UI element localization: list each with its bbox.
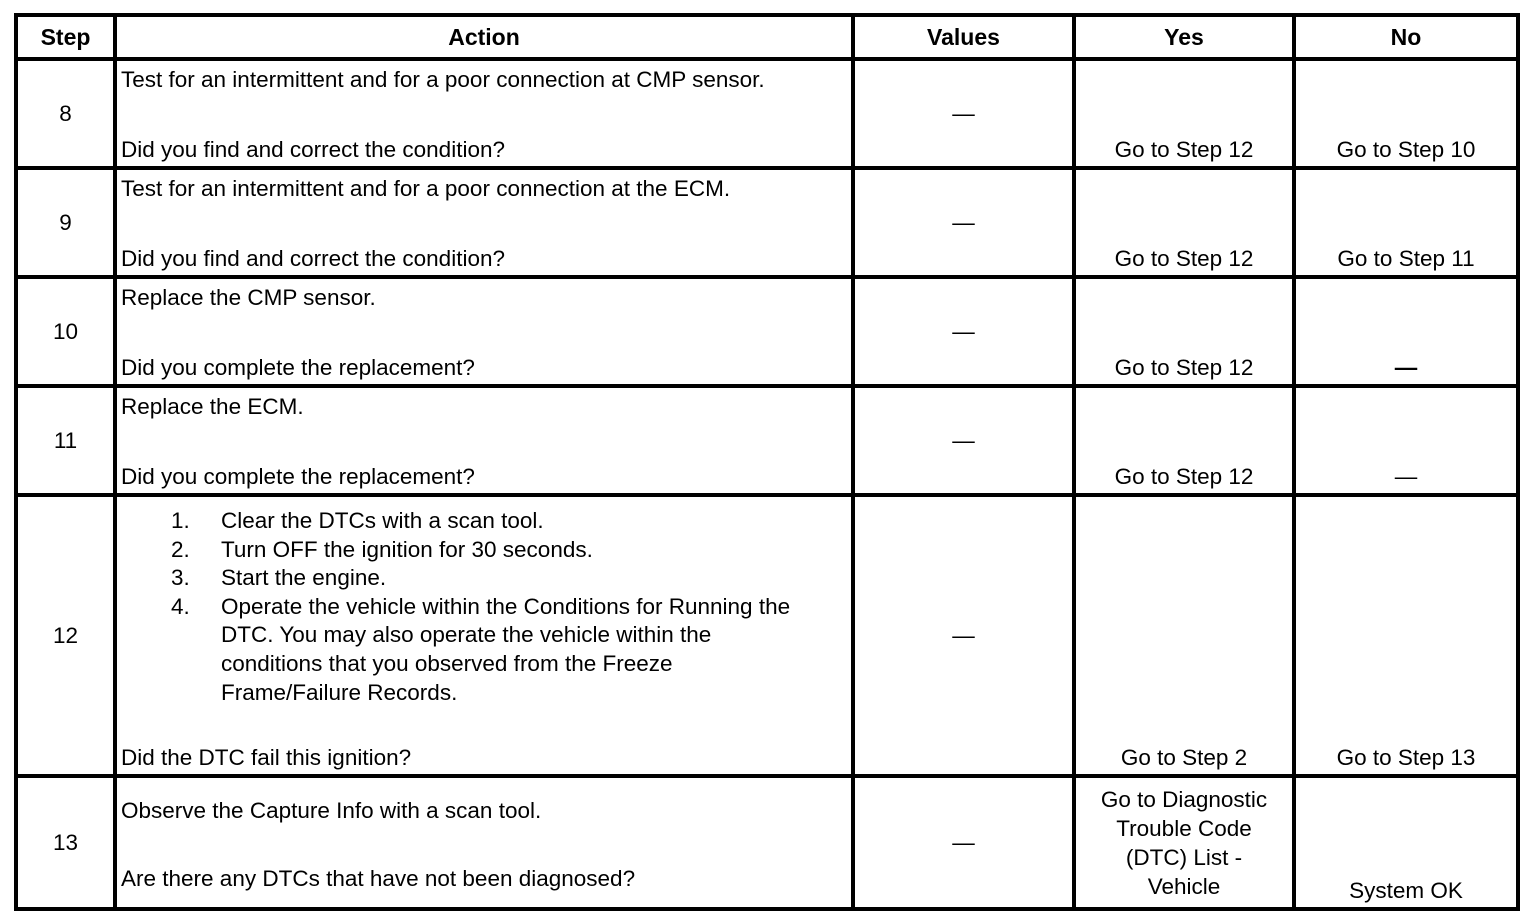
values-cell: —	[853, 776, 1074, 909]
yes-text: Go to Step 12	[1114, 355, 1254, 380]
yes-text: Go to Step 12	[1114, 246, 1254, 271]
values-cell: —	[853, 277, 1074, 386]
step-number: 11	[16, 386, 115, 495]
list-number: 1.	[171, 508, 190, 533]
action-cell	[115, 59, 853, 168]
table-row	[16, 277, 1518, 386]
table-row	[16, 168, 1518, 277]
step-number: 10	[16, 277, 115, 386]
step-number: 8	[16, 59, 115, 168]
list-number: 4.	[171, 593, 190, 619]
procedure-list	[171, 507, 817, 707]
list-text: Turn OFF the ignition for 30 seconds.	[221, 536, 593, 562]
list-text: Operate the vehicle within the Conditions for Running the DTC. You may also operate the vehicle within the conditions that you observed from the Freeze Frame/Failure Records.	[221, 593, 791, 705]
yes-text: Go to Step 2	[1120, 745, 1248, 770]
step-number: 9	[16, 168, 115, 277]
yes-cell	[1074, 386, 1294, 495]
header-row	[16, 15, 1518, 59]
step-number: 12	[16, 495, 115, 776]
no-cell	[1294, 168, 1518, 277]
no-text: —	[1394, 355, 1418, 380]
yes-cell	[1074, 277, 1294, 386]
list-item	[171, 593, 817, 707]
no-text: —	[1394, 464, 1418, 489]
table-row	[16, 59, 1518, 168]
values-cell: —	[853, 495, 1074, 776]
values-cell: —	[853, 59, 1074, 168]
action-question: Did the DTC fail this ignition?	[121, 745, 412, 770]
yes-cell	[1074, 59, 1294, 168]
header-no: No	[1294, 15, 1518, 59]
list-number: 3.	[171, 565, 190, 591]
no-cell	[1294, 277, 1518, 386]
action-question: Are there any DTCs that have not been diagnosed?	[121, 866, 636, 891]
list-text: Start the engine.	[221, 565, 387, 591]
action-cell	[115, 386, 853, 495]
no-cell	[1294, 495, 1518, 776]
header-action: Action	[115, 15, 853, 59]
table-row	[16, 776, 1518, 909]
yes-text: Go to Step 12	[1114, 137, 1254, 162]
action-text: Replace the CMP sensor.	[121, 285, 376, 310]
action-text: Replace the ECM.	[121, 394, 304, 419]
no-cell	[1294, 386, 1518, 495]
action-text: Observe the Capture Info with a scan tool.	[121, 798, 542, 823]
list-item	[171, 536, 817, 565]
no-text: Go to Step 13	[1336, 745, 1476, 770]
no-text: System OK	[1349, 878, 1463, 903]
yes-cell	[1074, 776, 1294, 909]
header-yes: Yes	[1074, 15, 1294, 59]
no-text: Go to Step 10	[1336, 137, 1476, 162]
header-step: Step	[16, 15, 115, 59]
no-text: Go to Step 11	[1337, 246, 1475, 271]
yes-text: Go to Step 12	[1114, 464, 1254, 489]
action-text: Test for an intermittent and for a poor connection at the ECM.	[121, 176, 731, 201]
header-values: Values	[853, 15, 1074, 59]
no-cell	[1294, 59, 1518, 168]
action-question: Did you complete the replacement?	[121, 355, 475, 380]
action-cell	[115, 776, 853, 909]
action-text: Test for an intermittent and for a poor connection at CMP sensor.	[121, 67, 765, 92]
list-text: Clear the DTCs with a scan tool.	[221, 508, 544, 533]
action-cell	[115, 495, 853, 776]
diagnostic-table	[14, 13, 1520, 911]
yes-cell	[1074, 495, 1294, 776]
action-cell	[115, 277, 853, 386]
no-cell	[1294, 776, 1518, 909]
values-cell: —	[853, 386, 1074, 495]
list-item	[171, 507, 817, 536]
action-question: Did you complete the replacement?	[121, 464, 475, 489]
list-number: 2.	[171, 536, 190, 562]
action-question: Did you find and correct the condition?	[121, 137, 505, 162]
action-question: Did you find and correct the condition?	[121, 246, 505, 271]
table-row	[16, 495, 1518, 776]
table-row	[16, 386, 1518, 495]
yes-cell	[1074, 168, 1294, 277]
list-item	[171, 564, 817, 593]
yes-text: Go to Diagnostic Trouble Code (DTC) List - Vehicle	[1100, 786, 1268, 899]
action-cell	[115, 168, 853, 277]
values-cell: —	[853, 168, 1074, 277]
step-number: 13	[16, 776, 115, 909]
